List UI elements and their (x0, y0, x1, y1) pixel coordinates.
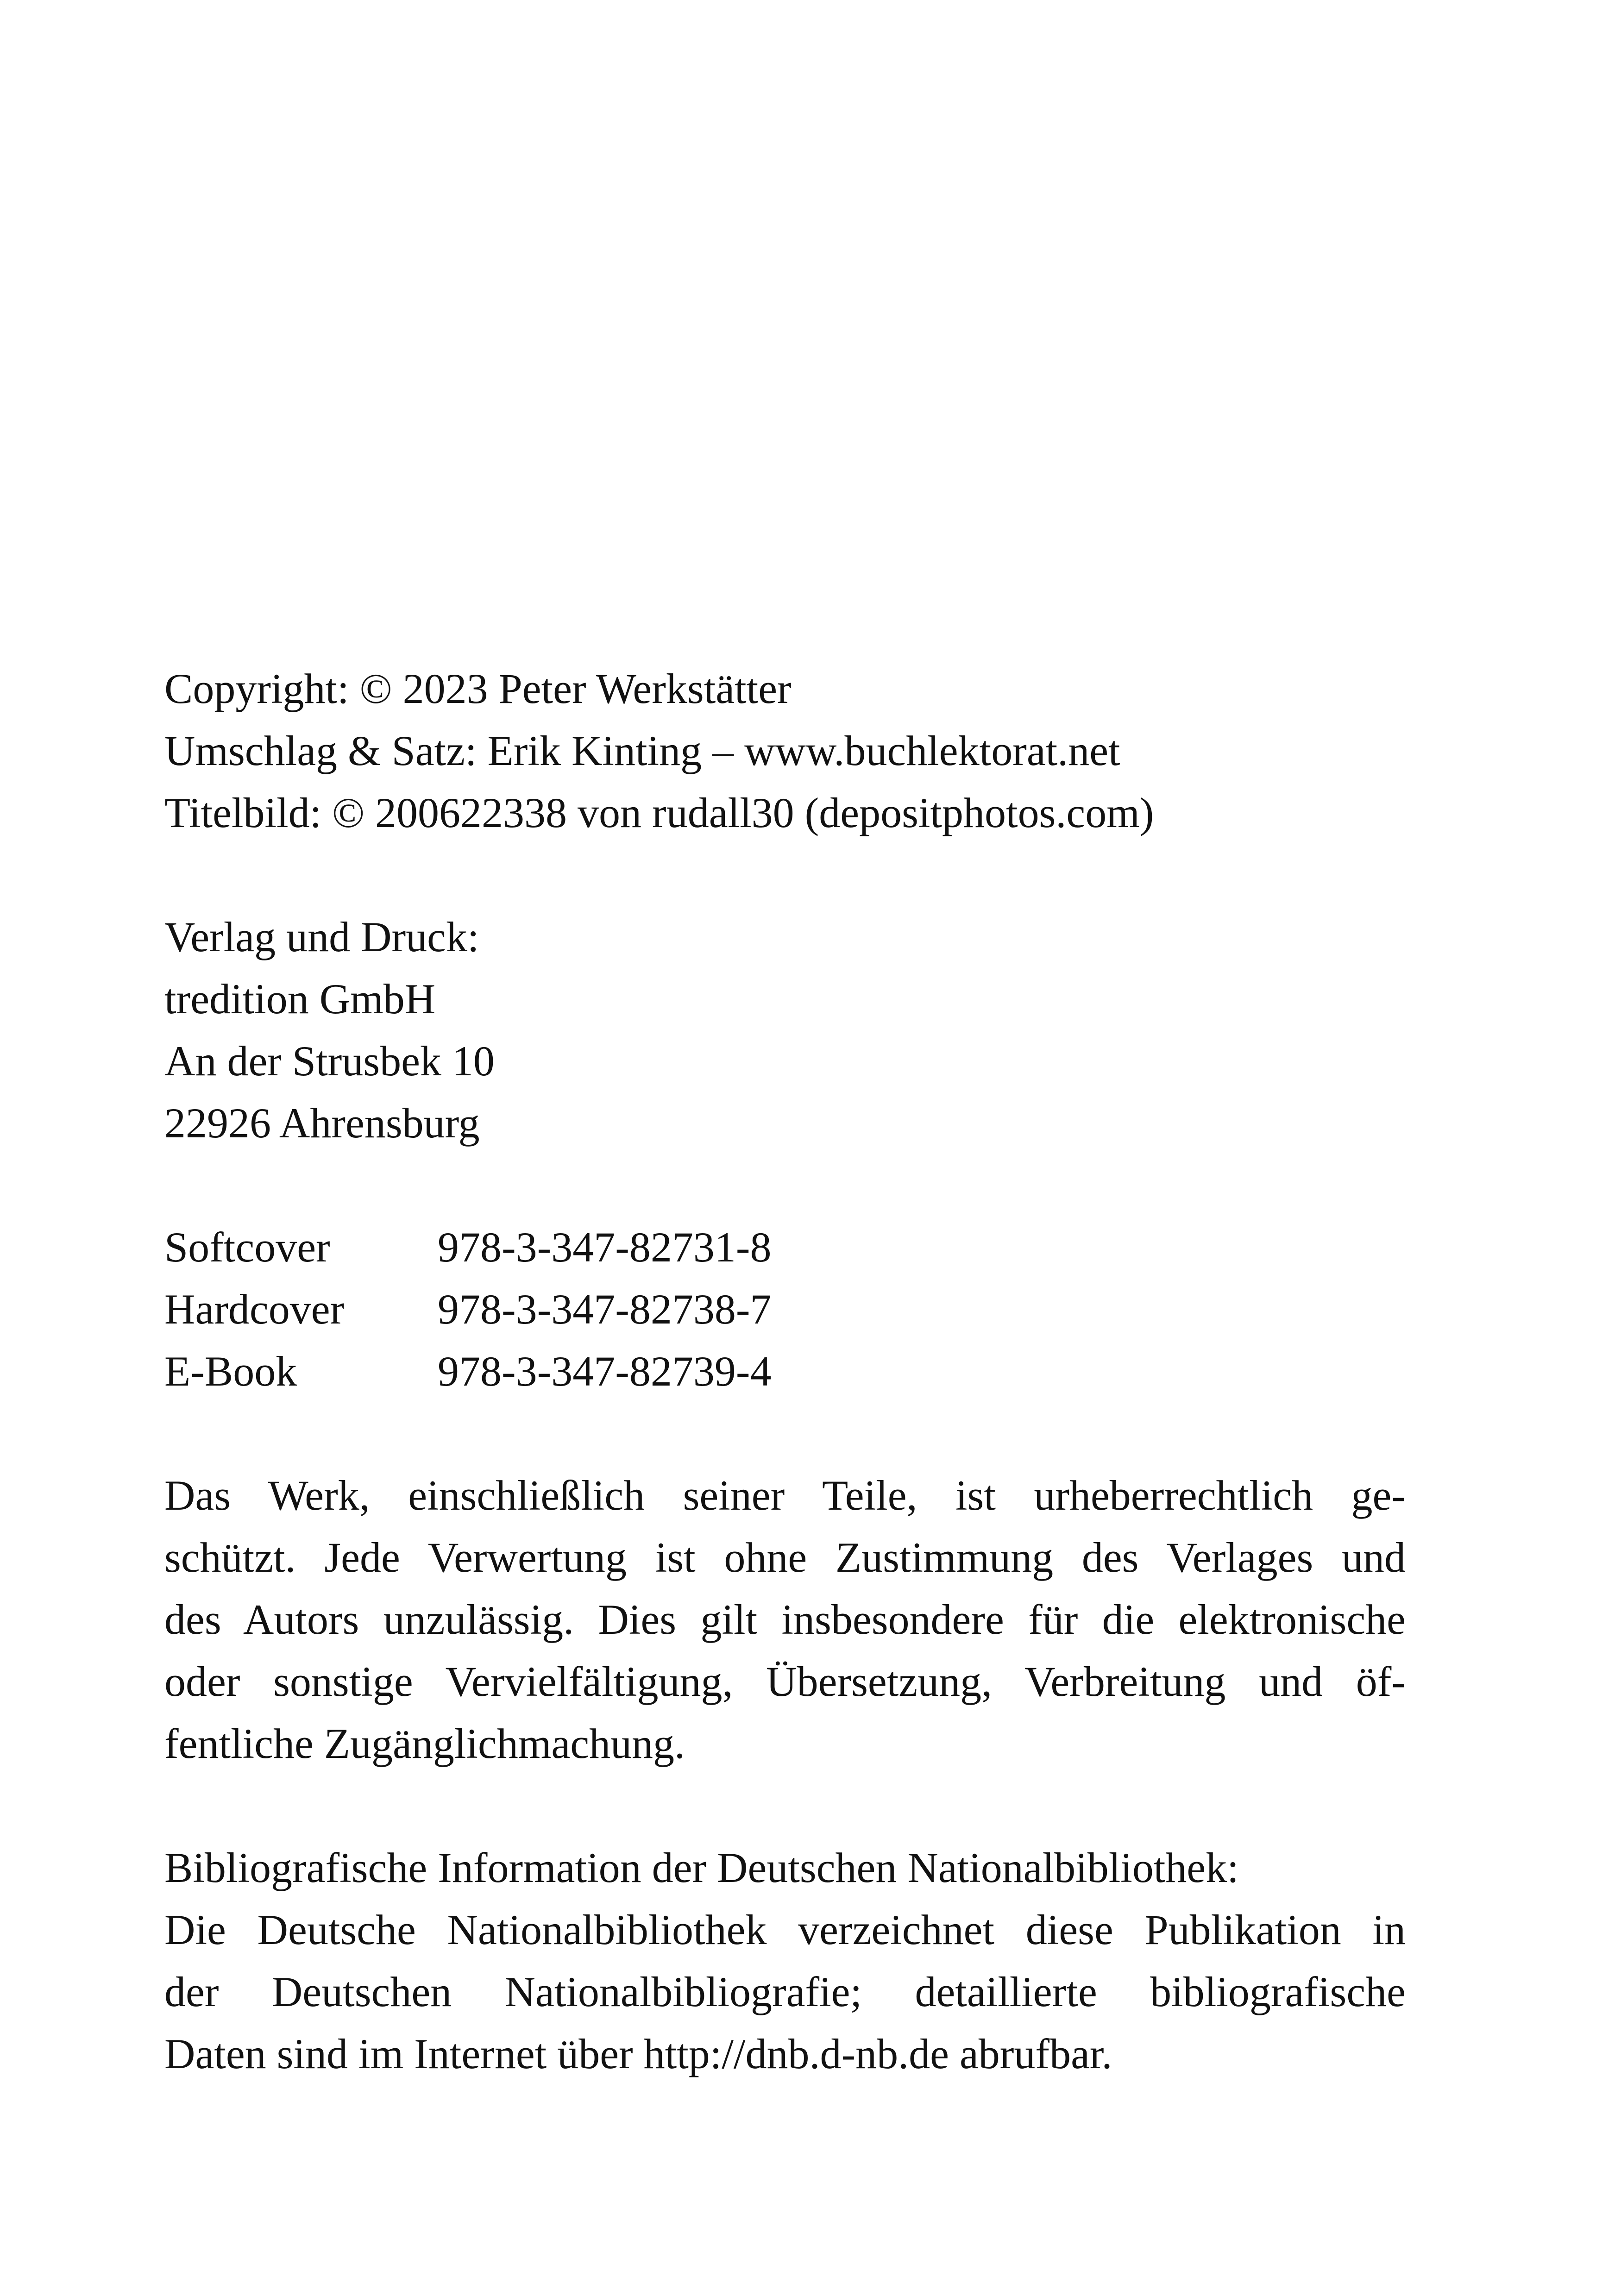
copyright-line: Copyright: © 2023 Peter Werkstätter (164, 665, 792, 712)
isbn-row-hardcover (164, 1278, 1406, 1340)
cover-typesetting-line: Umschlag & Satz: Erik Kinting – www.buchlektorat.net (164, 727, 1120, 774)
rights-notice-line: fentliche Zugänglichmachung. (164, 1720, 685, 1767)
spacer (164, 1402, 1406, 1464)
credits-block (164, 658, 1406, 844)
isbn-format-label: Hardcover (164, 1286, 345, 1333)
publisher-city: 22926 Ahrensburg (164, 1099, 480, 1147)
isbn-number: 978-3-347-82739-4 (438, 1348, 772, 1395)
isbn-row-softcover (164, 1216, 1406, 1278)
publisher-name: tredition GmbH (164, 975, 436, 1023)
isbn-row-ebook (164, 1340, 1406, 1402)
bibliographic-info-line: der Deutschen Nationalbibliografie; detaillierte bibliografische (164, 1968, 1406, 2015)
rights-notice-line: Das Werk, einschließlich seiner Teile, ist urheberrechtlich ge- (164, 1472, 1406, 1519)
spacer (164, 1775, 1406, 1837)
bibliographic-info-heading: Bibliografische Information der Deutschen Nationalbibliothek: (164, 1844, 1239, 1891)
imprint-content (164, 658, 1406, 2085)
publisher-heading: Verlag und Druck: (164, 913, 479, 960)
rights-notice-line: des Autors unzulässig. Dies gilt insbesondere für die elektronische (164, 1596, 1406, 1643)
isbn-number: 978-3-347-82738-7 (438, 1286, 772, 1333)
rights-notice-line: oder sonstige Vervielfältigung, Übersetzung, Verbreitung und öf- (164, 1658, 1406, 1705)
isbn-format-label: E-Book (164, 1348, 297, 1395)
isbn-number: 978-3-347-82731-8 (438, 1223, 772, 1271)
bibliographic-info-paragraph (164, 1837, 1406, 2085)
spacer (164, 1154, 1406, 1216)
bibliographic-info-line: Daten sind im Internet über http://dnb.d-nb.de abrufbar. (164, 2030, 1112, 2077)
isbn-block (164, 1216, 1406, 1402)
isbn-format-label: Softcover (164, 1223, 330, 1271)
bibliographic-info-line: Die Deutsche Nationalbibliothek verzeichnet diese Publikation in (164, 1906, 1406, 1953)
title-image-credit-line: Titelbild: © 200622338 von rudall30 (depositphotos.com) (164, 789, 1154, 836)
spacer (164, 844, 1406, 906)
publisher-street: An der Strusbek 10 (164, 1037, 495, 1085)
publisher-block (164, 906, 1406, 1154)
rights-notice-paragraph (164, 1464, 1406, 1775)
rights-notice-line: schützt. Jede Verwertung ist ohne Zustimmung des Verlages und (164, 1534, 1406, 1581)
